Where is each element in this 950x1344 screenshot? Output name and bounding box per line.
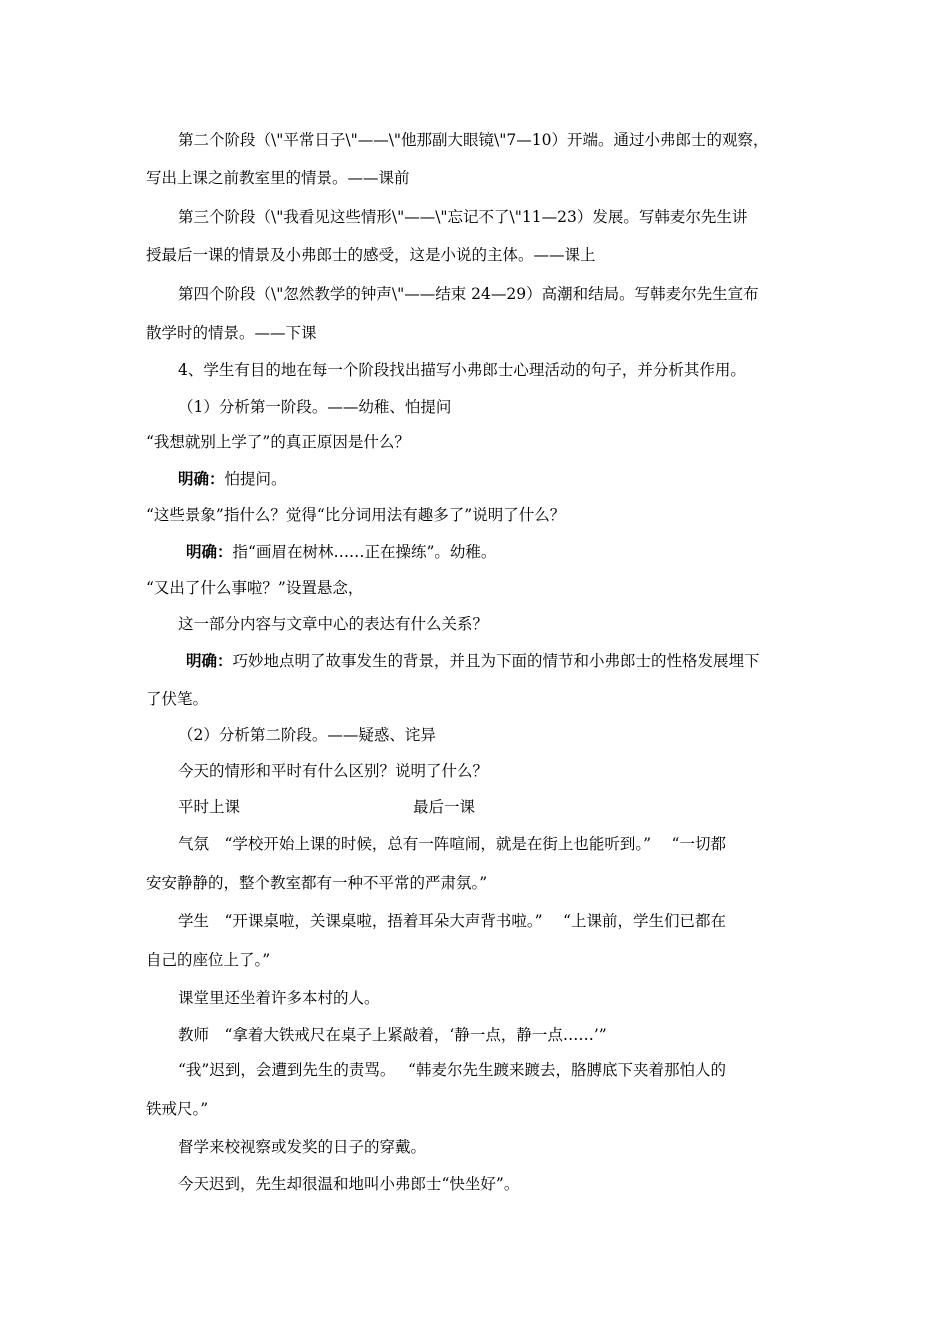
- compare-row: 安安静静的，整个教室都有一种不平常的严肃氛。”: [146, 874, 488, 892]
- compare-row: 气氛 “学校开始上课的时候，总有一阵喧闹，就是在街上也能听到。” “一切都: [178, 835, 726, 853]
- question-line: “这些景象”指什么？觉得“比分词用法有趣多了”说明了什么？: [146, 506, 566, 524]
- question-line: “我想就别上学了”的真正原因是什么？: [146, 433, 410, 451]
- section-heading: （2）分析第二阶段。——疑惑、诧异: [178, 726, 436, 744]
- compare-row: 课堂里还坐着许多本村的人。: [178, 989, 380, 1007]
- paragraph-line: 了伏笔。: [146, 690, 209, 708]
- answer-text: 怕提问。: [224, 470, 287, 488]
- answer-text: 指“画眉在树林……正在操练”。幼稚。: [232, 543, 497, 561]
- compare-row: 教师 “拿着大铁戒尺在桌子上紧敲着，‘静一点，静一点……’”: [178, 1026, 607, 1044]
- compare-row: 督学来校视察或发奖的日子的穿戴。: [178, 1138, 427, 1156]
- answer-line: [186, 651, 760, 671]
- paragraph-line: 第三个阶段（\"我看见这些情形\"——\"忘记不了\"11—23）发展。写韩麦尔先生讲: [178, 208, 748, 226]
- compare-header-left: 平时上课: [178, 798, 241, 816]
- compare-row: 今天迟到，先生却很温和地叫小弗郎士“快坐好”。: [178, 1175, 520, 1193]
- compare-row: 自己的座位上了。”: [146, 951, 271, 969]
- paragraph-line: 写出上课之前教室里的情景。——课前: [146, 169, 410, 187]
- answer-label: 明确：: [186, 651, 233, 670]
- paragraph-line: 4、学生有目的地在每一个阶段找出描写小弗郎士心理活动的句子，并分析其作用。: [178, 361, 746, 379]
- compare-row: “我”迟到，会遭到先生的责骂。 “韩麦尔先生踱来踱去，胳膊底下夹着那怕人的: [178, 1061, 726, 1079]
- compare-row: 学生 “开课桌啦，关课桌啦，捂着耳朵大声背书啦。” “上课前，学生们已都在: [178, 912, 726, 930]
- compare-row: 铁戒尺。”: [146, 1100, 209, 1118]
- answer-label: 明确：: [186, 542, 233, 561]
- section-heading: （1）分析第一阶段。——幼稚、怕提问: [178, 398, 452, 416]
- answer-text: 巧妙地点明了故事发生的背景，并且为下面的情节和小弗郎士的性格发展埋下: [232, 652, 760, 670]
- question-line: 这一部分内容与文章中心的表达有什么关系？: [178, 615, 489, 633]
- paragraph-line: 第四个阶段（\"忽然教学的钟声\"——结束 24—29）高潮和结局。写韩麦尔先生宣布: [178, 285, 759, 303]
- paragraph-line: 第二个阶段（\"平常日子\"——\"他那副大眼镜\"7—10）开端。通过小弗郎士的观察，: [178, 131, 769, 149]
- answer-line: [178, 469, 287, 489]
- question-line: “又出了什么事啦？”设置悬念，: [146, 579, 364, 597]
- answer-label: 明确：: [178, 469, 225, 488]
- question-line: 今天的情形和平时有什么区别？说明了什么？: [178, 762, 489, 780]
- compare-header-right: 最后一课: [413, 798, 476, 816]
- answer-line: [186, 542, 496, 562]
- paragraph-line: 散学时的情景。——下课: [146, 324, 317, 342]
- paragraph-line: 授最后一课的情景及小弗郎士的感受，这是小说的主体。——课上: [146, 246, 596, 264]
